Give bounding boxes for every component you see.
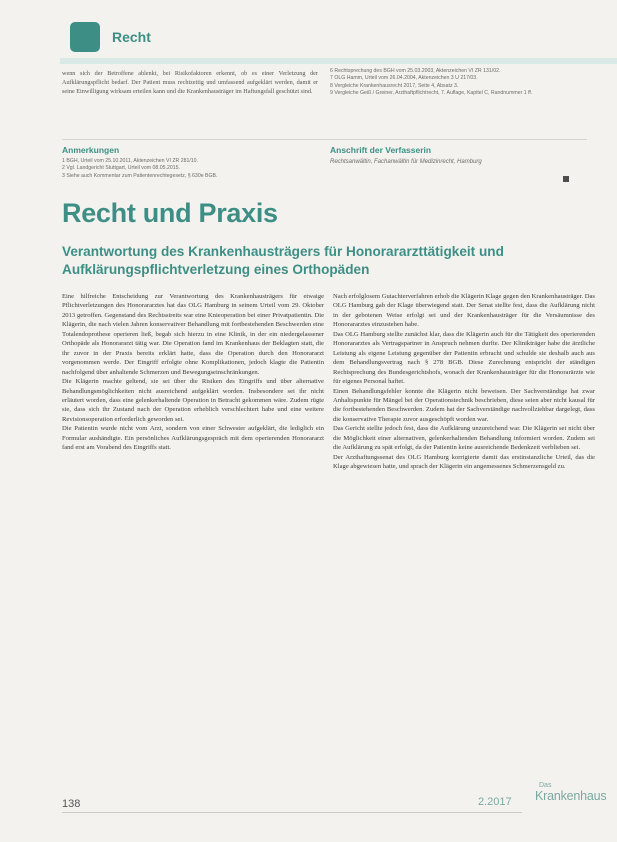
note-line: 9 Vergleiche Geiß / Greiner, Arzthaftpflichtrecht, 7. Auflage, Kapitel C, Randnummer 1 ff.	[330, 90, 533, 97]
footer-rule	[62, 812, 522, 813]
author-address: Rechtsanwältin, Fachanwältin für Medizinrecht, Hamburg	[330, 159, 482, 165]
previous-article-notes	[330, 68, 586, 98]
note-line: 1 BGH, Urteil vom 25.10.2011, Aktenzeichen VI ZR 281/10.	[62, 158, 199, 164]
body-paragraph: Das Gericht stellte jedoch fest, dass die Aufklärung unzureichend war. Die Klägerin sei nicht über die Möglichkeit einer alternativen, gelenkerhaltenden Behandlung informiert worden. Zudem sei die Aufklärung zu spät erfolgt, da der Patientin keine ausreichende Bedenkzeit verblieben sei.	[333, 425, 595, 452]
body-paragraph: Einen Behandlungsfehler konnte die Klägerin nicht beweisen. Der Sachverständige hat zwar Anhaltspunkte für Mängel bei der Operationstechnik beschrieben, diese seien aber nicht kausal für die fortbestehenden Beschwerden. Zudem hat der Sachverständige nachvollziehbar dargelegt, dass die konservative Therapie zuvor ausgeschöpft worden war.	[333, 387, 595, 423]
body-paragraph: Das OLG Hamburg stellte zunächst klar, dass die Klägerin auch für die Tätigkeit des operierenden Honorararztes als Vertragspartner in Anspruch nehmen durfte. Der Klinikträger habe die ärztliche Leistung als eigene Leistung gegenüber der Patientin erbracht und schulde sie deshalb auch aus dem Behandlungsvertrag nach § 278 BGB. Diese Zurechnung entspricht der ständigen Rechtsprechung des Bundesgerichtshofs, wonach der Krankenhausträger für die Honorarärzte wie für eigenes Personal haftet.	[333, 330, 595, 386]
body-column-right	[333, 292, 595, 472]
logo-prefix: Das	[539, 782, 552, 789]
header-rule	[60, 58, 617, 64]
section-label: Recht	[112, 29, 151, 45]
body-paragraph: Eine hilfreiche Entscheidung zur Verantwortung des Krankenhausträgers für etwaige Pflichtverletzungen des Honorararztes hat das OLG Hamburg in seinem Urteil vom 29. Oktober 2013 getroffen. Gegenstand des Rechtsstreits war eine Knieoperation bei einer Privatpatientin. Die Klägerin, die nach vielen Jahren konservativer Behandlung mit fortbestehenden Beschwerden eine Totalendoprothese operieren ließ, begab sich hierzu in eine Klinik, in der ein niedergelassener Orthopäde als Honorararzt tätig war. Die Operation fand im Krankenhaus der Beklagten statt, die ihr zuvor in der Praxis bereits erklärt hatte, dass die Operation durch den Honorararzt vorgenommen werde. Der Eingriff erfolgte ohne Komplikationen, jedoch klagte die Patientin nachfolgend über anhaltende Schmerzen und Bewegungseinschränkungen.	[62, 293, 324, 376]
note-line: 6 Rechtsprechung des BGH vom 25.03.2003, Aktenzeichen VI ZR 131/02.	[330, 68, 501, 74]
divider	[62, 139, 587, 140]
note-line: 7 OLG Hamm, Urteil vom 26.04.2004, Aktenzeichen 3 U 217/03.	[330, 75, 478, 82]
body-column-left	[62, 292, 324, 453]
note-line: 8 Vergleiche Krankenhausrecht 2017, Seite 4, Absatz 3.	[330, 82, 459, 89]
body-paragraph: Die Patientin wurde nicht vom Arzt, sondern von einer Schwester aufgeklärt, die lediglich ein Formular aushändigte. Ein persönliches Aufklärungsgespräch mit dem operierenden Honorararzt fand erst am Vorabend des Eingriffs statt.	[62, 425, 324, 452]
body-paragraph: Nach erfolglosem Gutachterverfahren erhob die Klägerin Klage gegen den Krankenhausträger. Das OLG Hamburg gab der Klage überwiegend statt. Der Senat stellte fest, dass die Aufklärung nicht in der gebotenen Weise erfolgt sei und der Krankenhausträger für die Versäumnisse des Honorararztes einzustehen habe.	[333, 293, 595, 329]
article-end-square-icon	[563, 176, 569, 182]
section-tab-marker	[70, 22, 100, 52]
notes-heading: Anmerkungen	[62, 145, 120, 155]
article-title: Recht und Praxis	[62, 198, 278, 228]
notes-list	[62, 158, 324, 180]
article-subtitle: Verantwortung des Krankenhausträgers für Honorararzttätigkeit und Aufklärungspflichtverletzung eines Orthopäden	[62, 244, 504, 277]
author-heading: Anschrift der Verfasserin	[330, 145, 432, 155]
logo-name: Krankenhaus	[535, 789, 607, 803]
issue-number: 2.2017	[478, 796, 512, 808]
journal-logo	[535, 782, 605, 812]
body-paragraph: Die Klägerin machte geltend, sie sei über die Risiken des Eingriffs und über alternative Behandlungsmöglichkeiten nicht ausreichend aufgeklärt worden. Insbesondere sei ihr nicht erläutert worden, dass eine gelenkerhaltende Operation in Betracht gekommen wäre. Zudem rügte sie, dass sich ihr Zustand nach der Operation erheblich verschlechtert habe und eine weitere Revisionsoperation erforderlich geworden sei.	[62, 378, 324, 423]
page-number: 138	[62, 798, 81, 810]
previous-article-text: wenn sich der Betroffene ablenkt, bei Risikofaktoren erkennt, ob es einer Verletzung der Aufklärungspflicht bedarf. Der Patient muss rechtzeitig und umfassend aufgeklärt werden, damit er seine Einwilligung wirksam erteilen kann und die Krankenhausträger im Haftungsfall geschützt sind.	[62, 70, 318, 96]
note-line: 3 Siehe auch Kommentar zum Patientenrechtegesetz, § 630e BGB.	[62, 172, 218, 179]
note-line: 2 Vgl. Landgericht Stuttgart, Urteil vom 08.05.2015.	[62, 165, 180, 172]
body-paragraph: Der Arzthaftungssenat des OLG Hamburg korrigierte damit das erstinstanzliche Urteil, das die Klage abgewiesen hatte, und sprach der Klägerin ein angemessenes Schmerzensgeld zu.	[333, 453, 595, 471]
